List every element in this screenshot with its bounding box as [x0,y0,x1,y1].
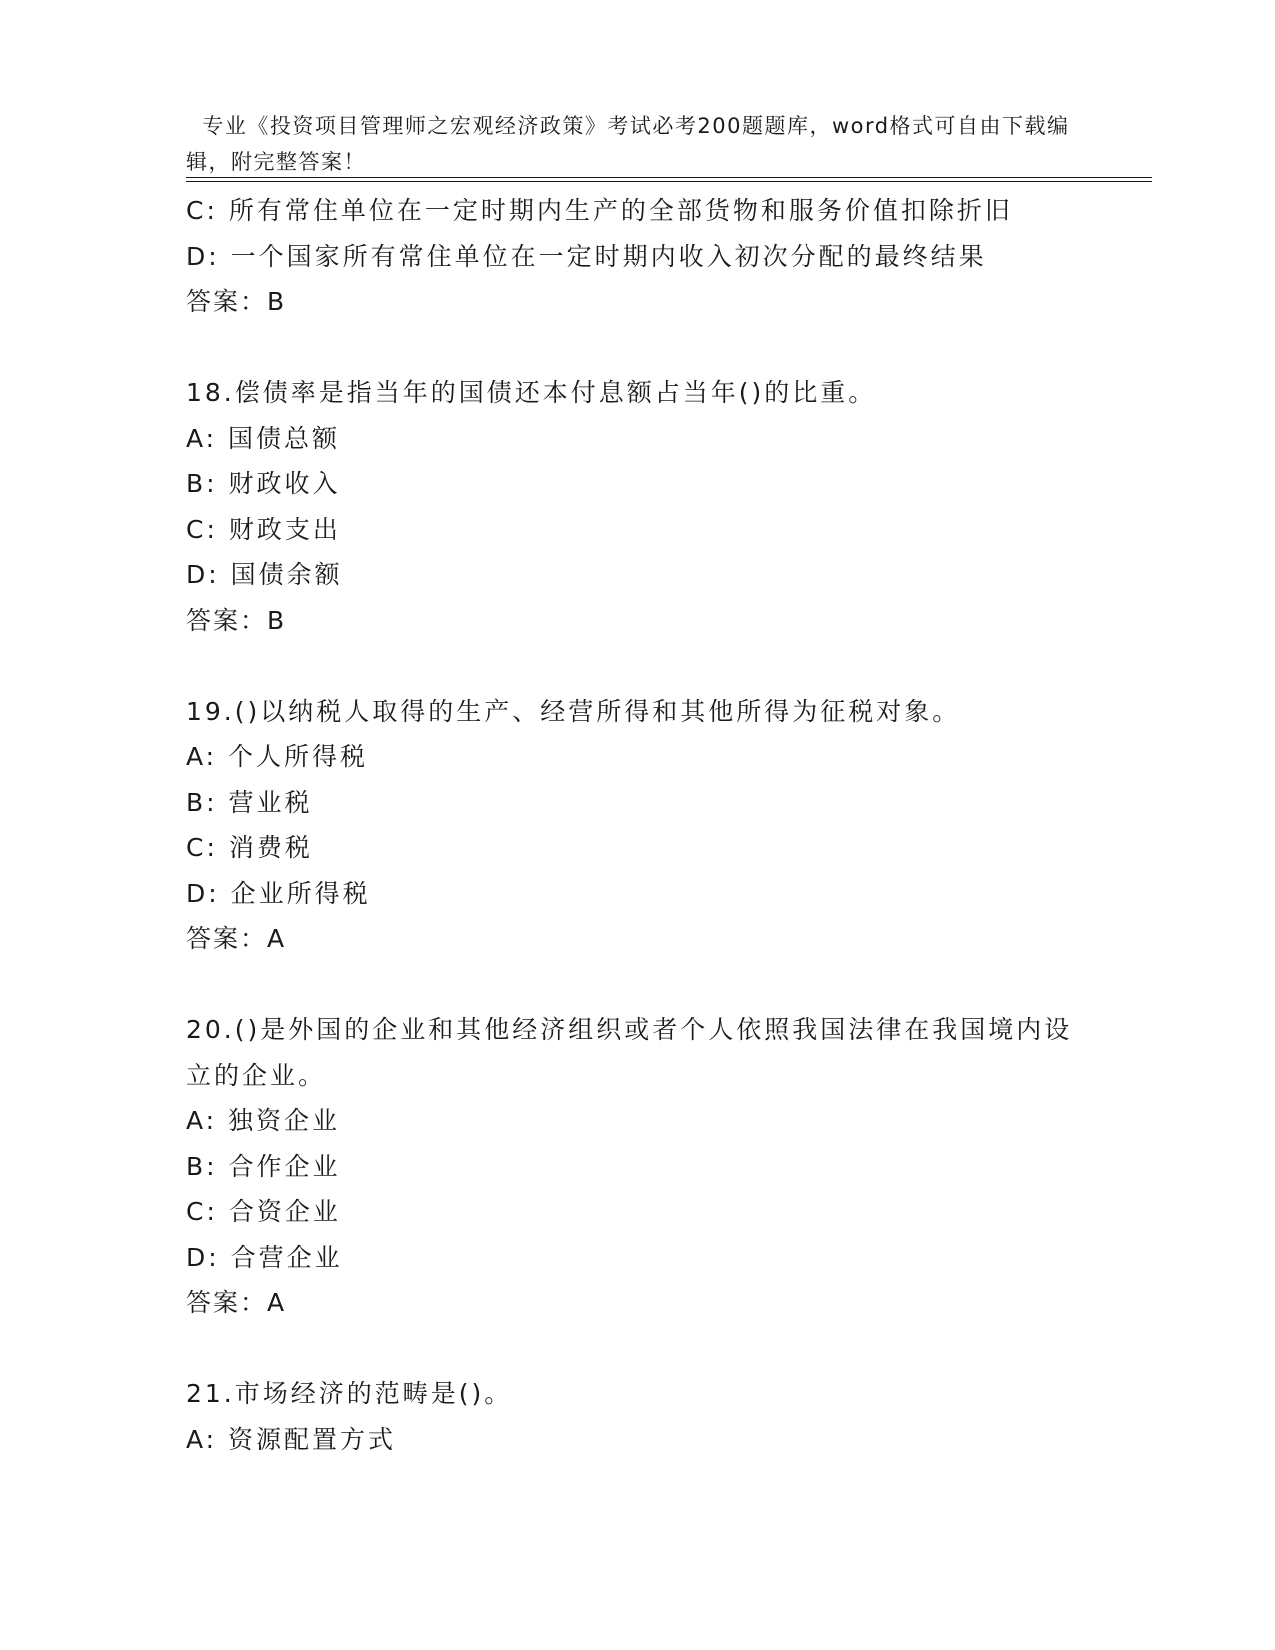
question-stem [186,689,1152,735]
option-label: C: [186,833,218,862]
option-label: A: [186,742,218,771]
option-d [186,871,1152,917]
answer-line: 答案：B [186,287,287,316]
spacer [186,1326,1152,1372]
option-text: 企业所得税 [230,878,371,908]
question-stem [186,1371,1152,1417]
option-c [186,188,1152,234]
option-d [186,1235,1152,1281]
question-21 [186,1371,1152,1462]
header-text: 专业《投资项目管理师之宏观经济政策》考试必考200题题库，word格式可自由下载编辑，附完整答案！ [186,114,1070,174]
option-text: 消费税 [228,833,313,862]
option-b [186,1144,1152,1190]
option-label: B: [186,469,218,498]
question-text: 市场经济的范畴是()。 [234,1379,513,1408]
document-body [186,188,1152,1462]
question-stem [186,1007,1076,1098]
option-text: 财政支出 [228,514,341,544]
question-stem [186,370,1152,416]
answer-line: 答案：A [186,1288,287,1317]
question-text: 偿债率是指当年的国债还本付息额占当年()的比重。 [234,378,877,407]
option-text: 一个国家所有常住单位在一定时期内收入初次分配的最终结果 [230,241,987,271]
question-number: 21. [186,1379,235,1408]
option-text: 财政收入 [228,469,341,498]
option-a [186,734,1152,780]
question-number: 19. [186,696,235,726]
question-text: ()是外国的企业和其他经济组织或者个人依照我国法律在我国境内设立的企业。 [186,1015,1073,1090]
option-label: D: [186,241,220,271]
option-label: A: [186,423,218,453]
question-text: ()以纳税人取得的生产、经营所得和其他所得为征税对象。 [234,696,961,726]
header-double-rule [186,177,1152,182]
question-18 [186,370,1152,643]
option-label: D: [186,878,220,908]
option-text: 资源配置方式 [228,1424,397,1454]
spacer [186,643,1152,689]
question-20 [186,1007,1152,1326]
question-number: 20. [186,1015,235,1044]
option-text: 个人所得税 [228,742,369,771]
option-text: 合营企业 [230,1242,343,1272]
option-b [186,780,1152,826]
option-text: 国债余额 [230,560,343,589]
option-a [186,1417,1152,1463]
option-label: A: [186,1106,218,1135]
option-text: 营业税 [228,787,313,817]
answer-line: 答案：B [186,605,287,635]
question-number: 18. [186,378,235,407]
option-text: 合作企业 [228,1151,341,1181]
spacer [186,325,1152,371]
document-header [186,72,1076,180]
option-label: D: [186,560,220,589]
previous-question-tail [186,188,1152,325]
option-label: B: [186,787,218,817]
option-d [186,234,1152,280]
option-text: 独资企业 [228,1106,341,1135]
question-19 [186,689,1152,962]
option-label: A: [186,1424,218,1454]
answer-line: 答案：A [186,924,287,953]
option-d [186,552,1152,598]
option-label: D: [186,1242,220,1272]
option-text: 合资企业 [228,1197,341,1226]
option-label: C: [186,514,218,544]
option-a [186,1098,1152,1144]
option-text: 国债总额 [228,423,341,453]
option-c [186,825,1152,871]
option-c [186,1189,1152,1235]
option-text: 所有常住单位在一定时期内生产的全部货物和服务价值扣除折旧 [228,196,1013,225]
option-label: B: [186,1151,218,1181]
option-c [186,507,1152,553]
option-a [186,416,1152,462]
option-label: C: [186,196,218,225]
option-label: C: [186,1197,218,1226]
option-b [186,461,1152,507]
spacer [186,962,1152,1008]
